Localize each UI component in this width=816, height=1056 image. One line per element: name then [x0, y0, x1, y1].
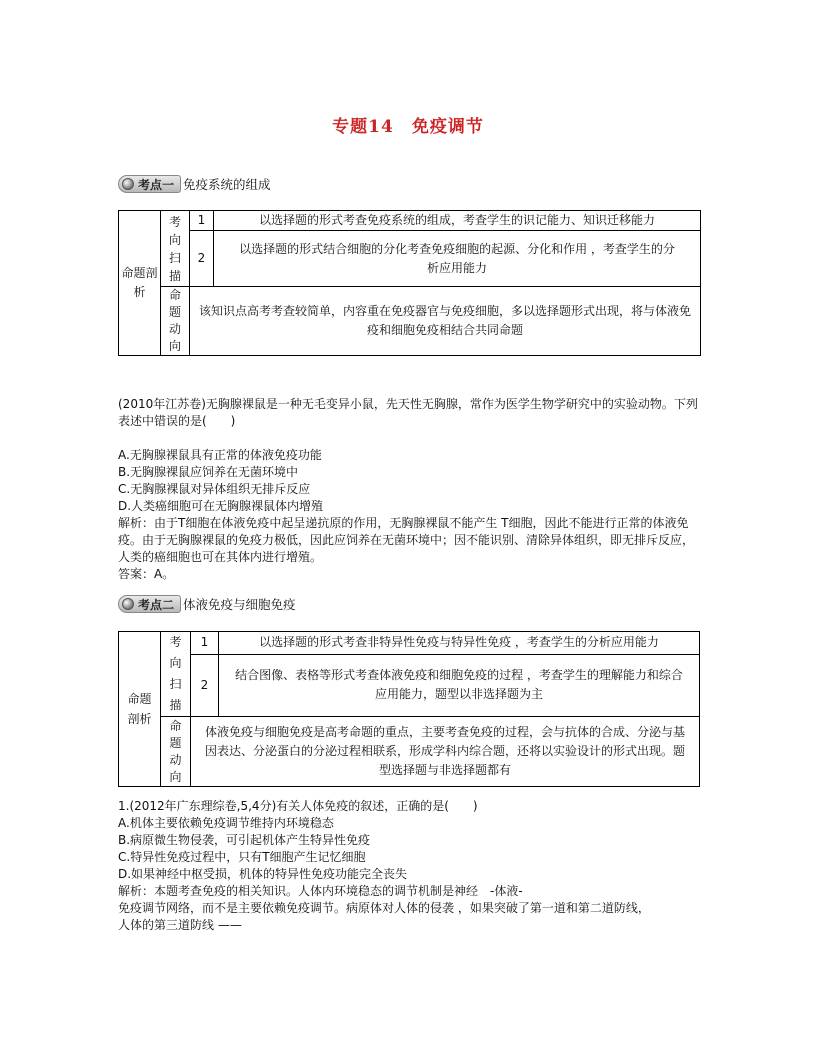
analysis-text: 解析：由于T细胞在体液免疫中起呈递抗原的作用，无胸腺裸鼠不能产生 T细胞，因此不能进行正常的体液免疫。由于无胸腺裸鼠的免疫力极低，因此应饲养在无菌环境中；因不能识别、清除异体组织，即无排斥反应，人类的癌细胞也可在其体内进行增殖。 [118, 516, 695, 564]
bullet-icon [122, 598, 134, 610]
item-text: 以选择题的形式考查免疫系统的组成，考查学生的识记能力、知识迁移能力 [214, 211, 701, 231]
option: C.特异性免疫过程中，只有T细胞产生记忆细胞 [118, 850, 366, 864]
row-header-text: 命题剖析 [127, 692, 152, 726]
kaodian2-heading: 体液免疫与细胞免疫 [183, 597, 296, 612]
kaodian2-table [118, 631, 700, 787]
item-text: 结合图像、表格等形式考查体液免疫和细胞免疫的过程 ，考查学生的理解能力和综合应用能力，题型以非选择题为主 [219, 654, 700, 716]
analysis-line: 解析：本题考查免疫的相关知识。人体内环境稳态的调节机制是神经 -体液- [118, 884, 523, 898]
analysis-line: 人体的第三道防线 —— [118, 918, 242, 932]
analysis-line: 免疫调节网络，而不是主要依赖免疫调节。病原体对人体的侵袭 ，如果突破了第一道和第二道防线， [118, 901, 650, 915]
kaodian2-badge-label: 考点二 [138, 597, 175, 612]
kaodian1-header [118, 174, 271, 194]
bullet-icon [122, 178, 134, 190]
kaodian1-table [118, 210, 701, 356]
answer-text: 答案：A。 [118, 567, 175, 581]
dongxiang-label: 命题动向 [161, 287, 190, 356]
item-no: 2 [190, 231, 214, 287]
kaodian1-heading: 免疫系统的组成 [183, 177, 271, 192]
kaoxiang-label: 考向扫描 [161, 211, 190, 287]
option: B.无胸腺裸鼠应饲养在无菌环境中 [118, 465, 299, 479]
kaoxiang-label: 考向扫描 [161, 632, 191, 717]
option: B.病原微生物侵袭，可引起机体产生特异性免疫 [118, 833, 371, 847]
question-stem: (2010年江苏卷)无胸腺裸鼠是一种无毛变异小鼠，先天性无胸腺，常作为医学生物学研究中的实验动物。下列表述中错误的是( ) [118, 397, 698, 428]
dongxiang-label: 命题动向 [161, 717, 191, 787]
item-no: 1 [191, 632, 219, 655]
option: C.无胸腺裸鼠对异体组织无排斥反应 [118, 482, 311, 496]
row-header-cell [119, 632, 161, 787]
item-text: 以选择题的形式结合细胞的分化考查免疫细胞的起源、分化和作用 ，考查学生的分析应用能力 [214, 231, 701, 287]
row-header-text: 命题剖析 [121, 266, 158, 299]
kaodian1-badge [118, 175, 181, 193]
item-no: 2 [191, 654, 219, 716]
item-no: 1 [190, 211, 214, 231]
row-header-cell [119, 211, 161, 356]
dongxiang-text: 该知识点高考考查较简单，内容重在免疫器官与免疫细胞，多以选择题形式出现，将与体液免疫和细胞免疫相结合共同命题 [190, 287, 701, 356]
dongxiang-text: 体液免疫与细胞免疫是高考命题的重点，主要考查免疫的过程，会与抗体的合成、分泌与基因表达、分泌蛋白的分泌过程相联系，形成学科内综合题，还将以实验设计的形式出现。题型选择题与非选择题都有 [191, 717, 700, 787]
item-text: 以选择题的形式考查非特异性免疫与特异性免疫 ，考查学生的分析应用能力 [219, 632, 700, 655]
option: A.机体主要依赖免疫调节维持内环境稳态 [118, 816, 334, 830]
question1 [118, 396, 703, 583]
option: D.如果神经中枢受损，机体的特异性免疫功能完全丧失 [118, 867, 408, 881]
kaodian2-badge [118, 595, 181, 613]
question2 [118, 798, 703, 934]
question-stem: 1.(2012年广东理综卷,5,4分)有关人体免疫的叙述，正确的是( ) [118, 799, 478, 813]
kaodian1-badge-label: 考点一 [138, 177, 175, 192]
page-title: 专题14 免疫调节 [332, 117, 484, 137]
option: A.无胸腺裸鼠具有正常的体液免疫功能 [118, 448, 322, 462]
option: D.人类癌细胞可在无胸腺裸鼠体内增殖 [118, 499, 324, 513]
kaodian2-header [118, 594, 296, 614]
